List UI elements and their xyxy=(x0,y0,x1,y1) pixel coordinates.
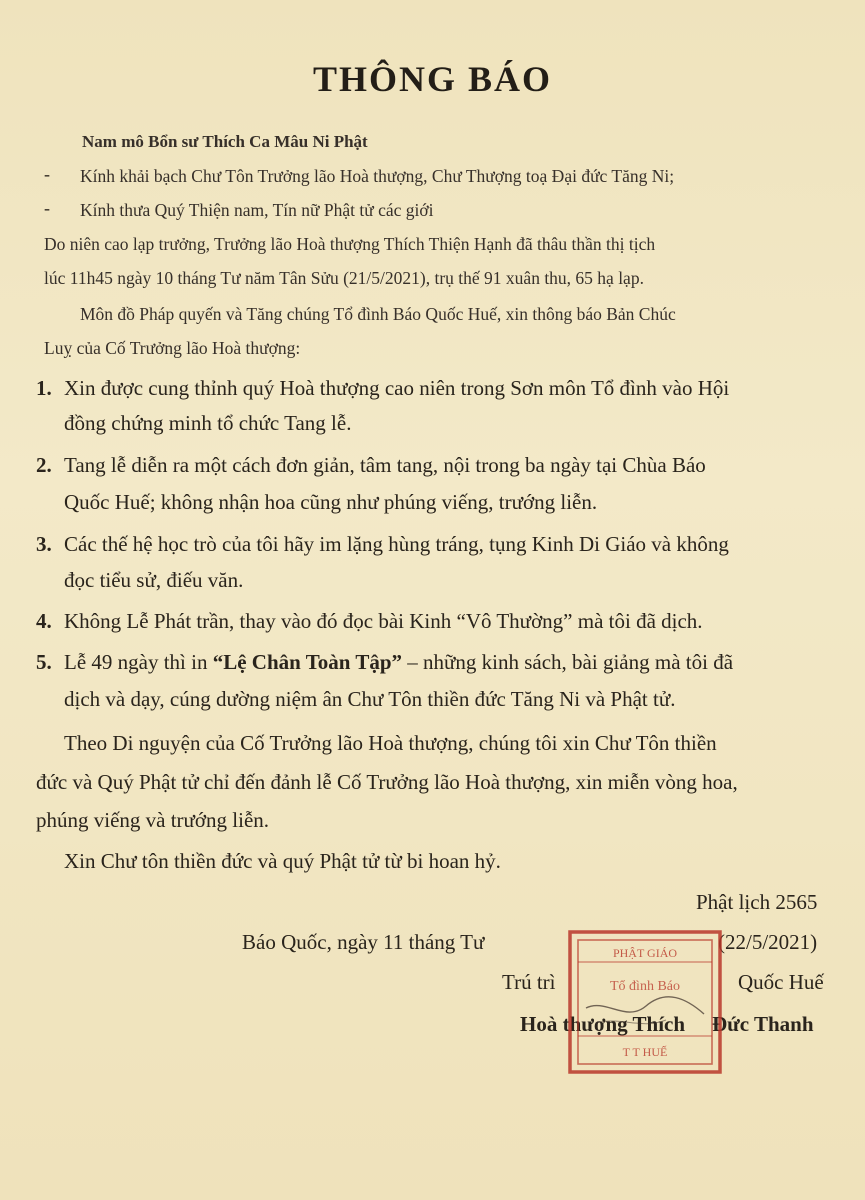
item-5-line-2: dịch và dạy, cúng dường niệm ân Chư Tôn thiền đức Tăng Ni và Phật tử. xyxy=(64,687,676,711)
item-5-line-1 xyxy=(64,650,733,675)
closing-line-3: phúng viếng và trướng liễn. xyxy=(36,808,270,832)
item-4-line-1: Không Lễ Phát trần, thay vào đó đọc bài Kinh “Vô Thường” mà tôi đã dịch. xyxy=(64,609,703,633)
seal-stamp xyxy=(566,928,724,1076)
intro-line-1: Do niên cao lạp trưởng, Trưởng lão Hoà thượng Thích Thiện Hạnh đã thâu thần thị tịch xyxy=(44,234,656,254)
signer-name-prefix: Hoà thượng Thích xyxy=(520,1012,686,1036)
intro-line-2: lúc 11h45 ngày 10 tháng Tư năm Tân Sửu (21/5/2021), trụ thế 91 xuân thu, 65 hạ lạp. xyxy=(44,268,644,288)
item-number: 2. xyxy=(36,453,52,477)
item-number: 5. xyxy=(36,650,52,674)
intro-line-3: Môn đồ Pháp quyến và Tăng chúng Tổ đình Báo Quốc Huế, xin thông báo Bản Chúc xyxy=(80,304,676,324)
bullet-dash: - xyxy=(44,164,50,184)
salutation-2: Kính thưa Quý Thiện nam, Tín nữ Phật tử các giới xyxy=(80,200,434,220)
date-prefix: Báo Quốc, ngày 11 tháng Tư xyxy=(242,930,485,954)
role-suffix: Quốc Huế xyxy=(738,970,824,994)
item-5-prefix: Lễ 49 ngày thì in xyxy=(64,650,213,674)
document-title: THÔNG BÁO xyxy=(312,59,553,99)
svg-text:T T HUẾ: T T HUẾ xyxy=(622,1045,668,1059)
date-suffix: (22/5/2021) xyxy=(718,930,818,954)
salutation-1: Kính khải bạch Chư Tôn Trưởng lão Hoà thượng, Chư Thượng toạ Đại đức Tăng Ni; xyxy=(80,166,675,186)
item-2-line-2: Quốc Huế; không nhận hoa cũng như phúng viếng, trướng liễn. xyxy=(64,490,598,514)
buddhist-era: Phật lịch 2565 xyxy=(696,890,818,914)
item-1-line-2: đồng chứng minh tổ chức Tang lễ. xyxy=(64,411,352,435)
item-2-line-1: Tang lễ diễn ra một cách đơn giản, tâm tang, nội trong ba ngày tại Chùa Báo xyxy=(64,453,706,477)
svg-text:PHẬT GIÁO: PHẬT GIÁO xyxy=(612,946,678,960)
item-1-line-1: Xin được cung thỉnh quý Hoà thượng cao niên trong Sơn môn Tổ đình vào Hội xyxy=(64,376,730,400)
signer-name-suffix: Đức Thanh xyxy=(712,1012,814,1036)
svg-text:Tổ đình Báo: Tổ đình Báo xyxy=(610,979,680,994)
item-number: 3. xyxy=(36,532,52,556)
role-prefix: Trú trì xyxy=(502,970,556,994)
item-number: 1. xyxy=(36,376,52,400)
invocation: Nam mô Bổn sư Thích Ca Mâu Ni Phật xyxy=(82,132,368,151)
item-3-line-2: đọc tiểu sử, điếu văn. xyxy=(64,568,244,592)
book-title: “Lệ Chân Toàn Tập” xyxy=(212,650,403,674)
item-3-line-1: Các thế hệ học trò của tôi hãy im lặng hùng tráng, tụng Kinh Di Giáo và không xyxy=(64,532,729,556)
closing-line-4: Xin Chư tôn thiền đức và quý Phật tử từ bi hoan hỷ. xyxy=(64,849,501,873)
item-number: 4. xyxy=(36,609,52,633)
intro-line-4: Luỵ của Cố Trưởng lão Hoà thượng: xyxy=(44,338,301,358)
item-5-suffix: – những kinh sách, bài giảng mà tôi đã xyxy=(402,650,734,674)
closing-line-2: đức và Quý Phật tử chỉ đến đảnh lễ Cố Trưởng lão Hoà thượng, xin miễn vòng hoa, xyxy=(36,770,738,794)
bullet-dash: - xyxy=(44,198,50,218)
closing-line-1: Theo Di nguyện của Cố Trưởng lão Hoà thượng, chúng tôi xin Chư Tôn thiền xyxy=(64,731,717,755)
seal-stamp-graphic xyxy=(566,928,724,1076)
